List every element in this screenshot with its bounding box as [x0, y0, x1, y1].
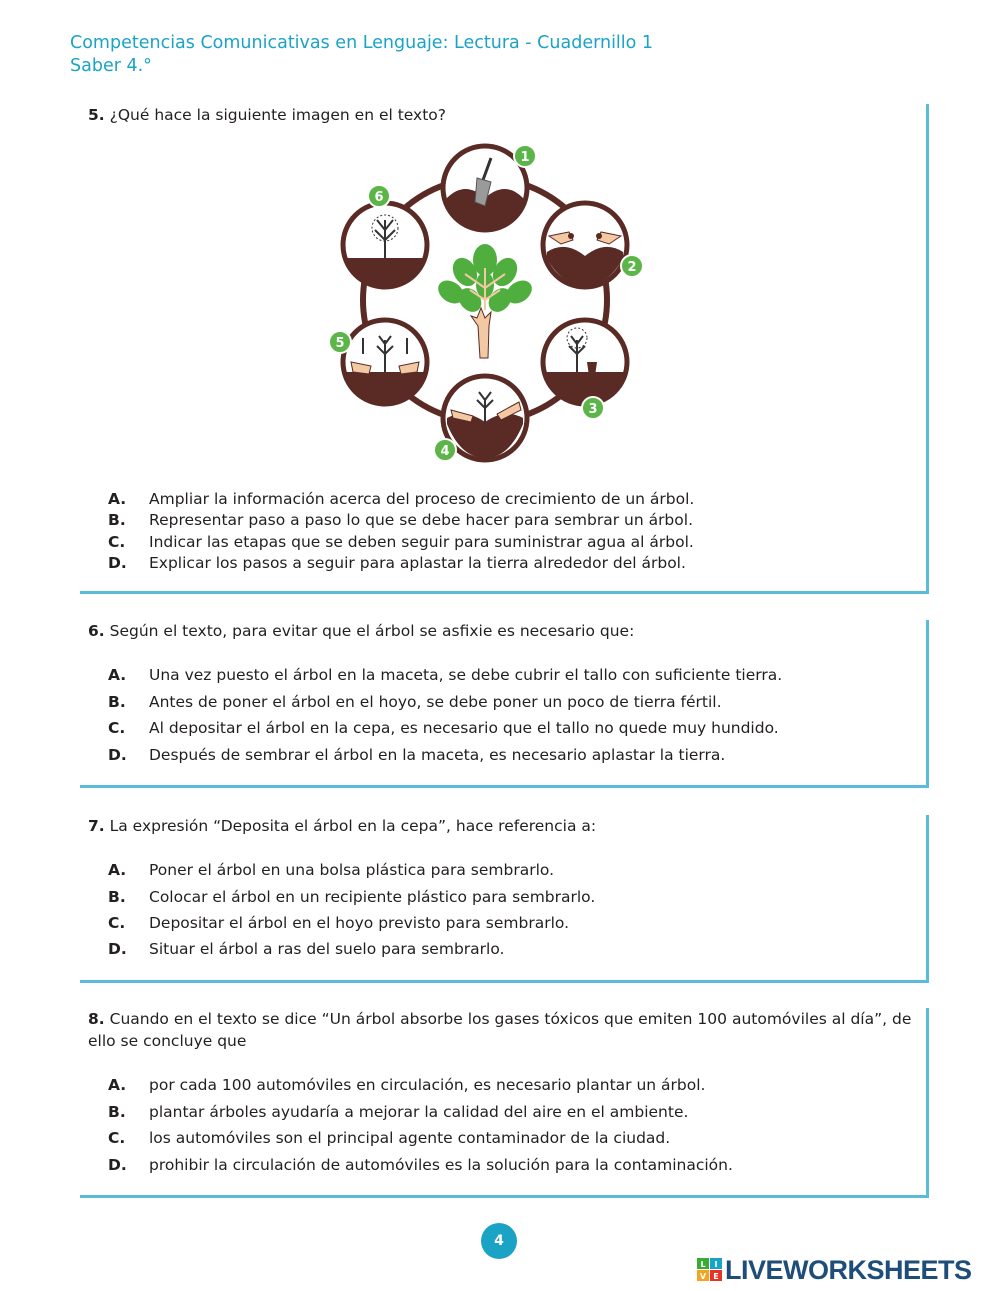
question-number: 5. — [88, 106, 105, 124]
logo-letter: E — [713, 1272, 719, 1281]
step-badge-4 — [434, 439, 456, 461]
option-letter: B. — [108, 888, 126, 906]
option-d[interactable] — [108, 554, 686, 572]
question-stem — [88, 104, 923, 126]
option-letter: D. — [108, 1156, 127, 1174]
question-stem — [88, 815, 923, 837]
option-letter: A. — [108, 861, 127, 879]
option-text: Poner el árbol en una bolsa plástica para sembrarlo. — [149, 861, 555, 879]
svg-text:5: 5 — [335, 336, 345, 351]
question-6 — [80, 620, 929, 788]
step-badge-5 — [329, 331, 351, 353]
tree-planting-cycle-diagram — [325, 140, 645, 465]
question-8 — [80, 1008, 929, 1198]
option-c[interactable] — [108, 533, 694, 551]
option-letter: A. — [108, 490, 127, 508]
svg-text:6: 6 — [374, 190, 384, 205]
option-letter: B. — [108, 511, 126, 529]
option-letter: A. — [108, 666, 127, 684]
option-b[interactable] — [108, 1103, 688, 1121]
option-letter: D. — [108, 940, 127, 958]
option-letter: C. — [108, 914, 126, 932]
option-text: Explicar los pasos a seguir para aplastar la tierra alrededor del árbol. — [149, 554, 686, 572]
option-text: Una vez puesto el árbol en la maceta, se debe cubrir el tallo con suficiente tierra. — [149, 666, 783, 684]
option-a[interactable] — [108, 490, 694, 508]
question-number: 6. — [88, 622, 105, 640]
option-text: Después de sembrar el árbol en la maceta, es necesario aplastar la tierra. — [149, 746, 726, 764]
svg-text:2: 2 — [627, 260, 637, 275]
option-a[interactable] — [108, 1076, 705, 1094]
option-text: los automóviles son el principal agente contaminador de la ciudad. — [149, 1129, 671, 1147]
question-number: 7. — [88, 817, 105, 835]
option-d[interactable] — [108, 940, 504, 958]
logo-letter: V — [699, 1272, 707, 1281]
option-text: Depositar el árbol en el hoyo previsto para sembrarlo. — [149, 914, 570, 932]
question-text: ¿Qué hace la siguiente imagen en el texto? — [109, 106, 447, 124]
question-stem — [88, 620, 923, 642]
brand-name: LIVEWORKSHEETS — [725, 1255, 972, 1285]
option-c[interactable] — [108, 1129, 670, 1147]
svg-text:3: 3 — [588, 402, 598, 417]
option-letter: D. — [108, 554, 127, 572]
option-text: Antes de poner el árbol en el hoyo, se debe poner un poco de tierra fértil. — [149, 693, 722, 711]
step-badge-1 — [514, 145, 536, 167]
option-d[interactable] — [108, 1156, 733, 1174]
liveworksheets-logo-icon — [697, 1258, 723, 1282]
option-a[interactable] — [108, 666, 782, 684]
central-tree-hand-icon — [434, 244, 536, 358]
page-number-badge: 4 — [481, 1223, 517, 1259]
option-letter: C. — [108, 1129, 126, 1147]
option-text: Representar paso a paso lo que se debe hacer para sembrar un árbol. — [149, 511, 693, 529]
option-letter: B. — [108, 693, 126, 711]
question-text: Según el texto, para evitar que el árbol se asfixie es necesario que: — [109, 622, 635, 640]
option-letter: A. — [108, 1076, 127, 1094]
option-b[interactable] — [108, 693, 722, 711]
option-letter: D. — [108, 746, 127, 764]
step-badge-2 — [621, 255, 643, 277]
step-3-tree-pot-icon — [543, 320, 627, 404]
option-text: Situar el árbol a ras del suelo para sembrarlo. — [149, 940, 505, 958]
option-b[interactable] — [108, 511, 693, 529]
option-text: por cada 100 automóviles en circulación, es necesario plantar un árbol. — [149, 1076, 706, 1094]
option-b[interactable] — [108, 888, 595, 906]
option-letter: B. — [108, 1103, 126, 1121]
question-number: 8. — [88, 1010, 105, 1028]
question-stem — [88, 1008, 923, 1052]
step-6-grown-tree-icon — [343, 203, 427, 287]
step-badge-3 — [582, 397, 604, 419]
option-c[interactable] — [108, 719, 779, 737]
option-letter: C. — [108, 533, 126, 551]
option-letter: C. — [108, 719, 126, 737]
option-text: Colocar el árbol en un recipiente plástico para sembrarlo. — [149, 888, 596, 906]
option-c[interactable] — [108, 914, 569, 932]
svg-text:1: 1 — [520, 150, 530, 165]
question-text: Cuando en el texto se dice “Un árbol absorbe los gases tóxicos que emiten 100 automóviles al día”, de ello se concluye que — [88, 1010, 912, 1050]
svg-text:4: 4 — [440, 444, 450, 459]
option-text: Ampliar la información acerca del proceso de crecimiento de un árbol. — [149, 490, 695, 508]
step-badge-6 — [368, 185, 390, 207]
option-text: plantar árboles ayudaría a mejorar la calidad del aire en el ambiente. — [149, 1103, 689, 1121]
question-text: La expresión “Deposita el árbol en la cepa”, hace referencia a: — [109, 817, 597, 835]
question-7 — [80, 815, 929, 983]
header-subtitle: Saber 4.° — [70, 56, 152, 76]
step-2-add-soil-icon — [543, 203, 627, 287]
option-text: Al depositar el árbol en la cepa, es necesario que el tallo no quede muy hundido. — [149, 719, 779, 737]
document-header — [70, 32, 653, 78]
header-title: Competencias Comunicativas en Lenguaje: Lectura - Cuadernillo 1 — [70, 33, 654, 53]
option-text: prohibir la circulación de automóviles es la solución para la contaminación. — [149, 1156, 733, 1174]
option-d[interactable] — [108, 746, 725, 764]
option-text: Indicar las etapas que se deben seguir para suministrar agua al árbol. — [149, 533, 694, 551]
option-a[interactable] — [108, 861, 554, 879]
logo-letter: L — [700, 1260, 706, 1269]
step-5-press-soil-icon — [343, 320, 427, 404]
logo-letter: I — [714, 1260, 718, 1269]
